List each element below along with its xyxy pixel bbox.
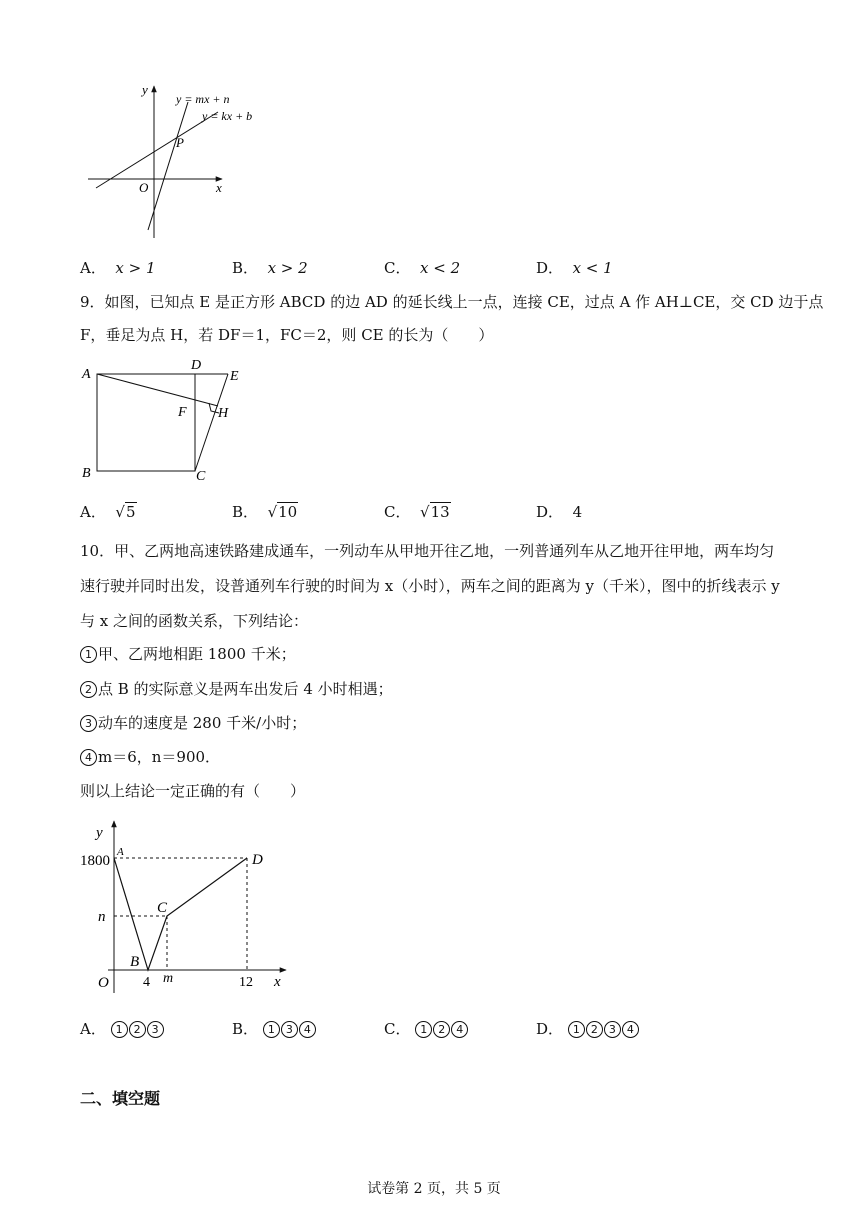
page-footer: 试卷第 2 页，共 5 页 bbox=[367, 1181, 501, 1197]
tick-m: m bbox=[163, 971, 174, 986]
q9-stem-line2: F，垂足为点 H，若 DF＝1，FC＝2，则 CE 的长为（ ） bbox=[80, 326, 494, 344]
origin-label: O bbox=[139, 180, 149, 195]
q10-statement-4: 4 m＝6，n＝900． bbox=[80, 746, 220, 767]
q10-option-c[interactable]: C． 1 2 4 bbox=[384, 1018, 469, 1039]
line-kx-b bbox=[96, 112, 218, 188]
tick-4: 4 bbox=[143, 975, 150, 990]
label-a: A bbox=[82, 367, 91, 382]
label-b: B bbox=[82, 466, 91, 481]
x-axis-label: x bbox=[216, 180, 222, 195]
q8-option-d[interactable]: D． x < 1 bbox=[536, 259, 613, 277]
line1-label: y = mx + n bbox=[176, 92, 230, 106]
segment-ce bbox=[195, 374, 228, 471]
q10-option-d[interactable]: D． 1 2 3 4 bbox=[536, 1018, 640, 1039]
q10-option-b[interactable]: B． 1 3 4 bbox=[232, 1018, 317, 1039]
q10-option-a[interactable]: A． 1 2 3 bbox=[80, 1018, 165, 1039]
q8-option-c[interactable]: C． x < 2 bbox=[384, 259, 461, 277]
q10-statement-2: 2 点 B 的实际意义是两车出发后 4 小时相遇； bbox=[80, 678, 393, 699]
section-title: 二、填空题 bbox=[80, 1089, 161, 1108]
q9-option-c[interactable]: C． √13 bbox=[384, 503, 450, 521]
q8-option-a[interactable]: A． x > 1 bbox=[80, 259, 156, 277]
label-e: E bbox=[230, 369, 239, 384]
segment-ah bbox=[97, 374, 218, 406]
q10-question: 则以上结论一定正确的有（ ） bbox=[80, 782, 306, 800]
label-f: F bbox=[178, 405, 187, 420]
tick-n: n bbox=[98, 909, 106, 925]
label-d: D bbox=[191, 358, 202, 373]
label-h: H bbox=[218, 406, 229, 421]
point-p-label: P bbox=[176, 135, 184, 150]
line2-label: y = kx + b bbox=[202, 109, 253, 123]
q9-figure bbox=[78, 356, 258, 486]
q9-stem-line1: 9．如图，已知点 E 是正方形 ABCD 的边 AD 的延长线上一点，连接 CE，过点 A 作 AH⊥CE，交 CD 边于点 bbox=[80, 293, 824, 311]
y-axis-label: y bbox=[96, 825, 103, 841]
tick-1800: 1800 bbox=[80, 853, 110, 869]
origin-label: O bbox=[98, 975, 109, 991]
label-c: C bbox=[157, 900, 168, 916]
q10-statement-3: 3 动车的速度是 280 千米/小时； bbox=[80, 712, 306, 733]
q9-option-a[interactable]: A． √5 bbox=[80, 503, 136, 521]
q9-option-d[interactable]: D． 4 bbox=[536, 503, 583, 521]
x-axis-label: x bbox=[274, 974, 281, 990]
label-d: D bbox=[252, 852, 263, 868]
q10-stem-line2: 速行驶并同时出发，设普通列车行驶的时间为 x（小时），两车之间的距离为 y（千米），图中的折线表示 y bbox=[80, 577, 780, 595]
label-c: C bbox=[196, 469, 206, 484]
q8-option-b[interactable]: B． x > 2 bbox=[232, 259, 308, 277]
tick-12: 12 bbox=[239, 975, 253, 990]
q10-statement-1: 1 甲、乙两地相距 1800 千米； bbox=[80, 643, 296, 664]
q10-stem-line1: 10．甲、乙两地高速铁路建成通车，一列动车从甲地开往乙地，一列普通列车从乙地开往甲地，两车均匀 bbox=[80, 542, 775, 560]
label-a: A bbox=[117, 846, 124, 858]
q10-figure bbox=[78, 815, 298, 995]
y-axis-label: y bbox=[142, 82, 148, 97]
q9-option-b[interactable]: B． √10 bbox=[232, 503, 298, 521]
q10-stem-line3: 与 x 之间的函数关系，下列结论： bbox=[80, 612, 308, 630]
q8-figure bbox=[80, 80, 280, 245]
label-b: B bbox=[130, 954, 140, 970]
square-abcd bbox=[97, 374, 195, 471]
